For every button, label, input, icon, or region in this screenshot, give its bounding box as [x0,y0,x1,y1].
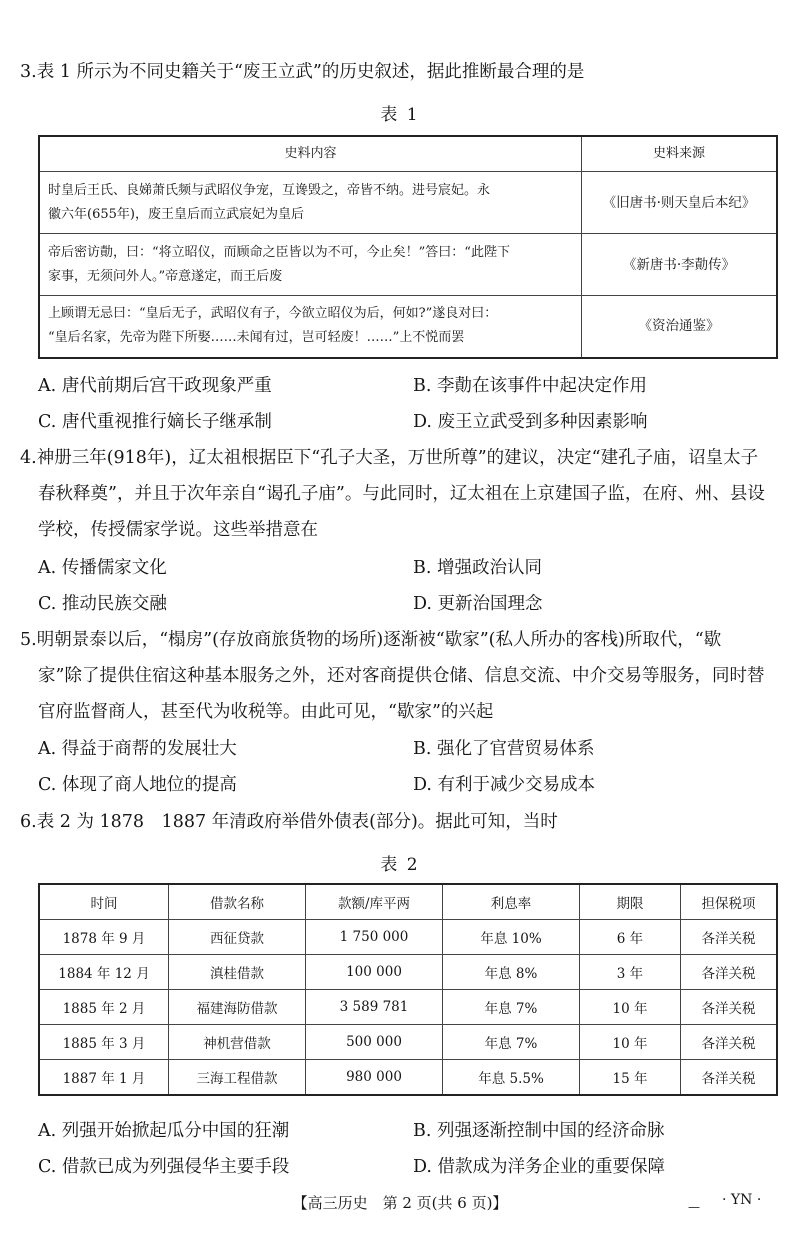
q5-stem-line3: 官府监督商人，甚至代为收税等。由此可见，“歇家”的兴起 [38,702,494,722]
q3-option-d: D. 废王立武受到多种因素影响 [413,412,648,432]
table2-cell: 1884 年 12 月 [39,955,169,990]
table2-header-rate: 利息率 [443,884,580,920]
table2-cell: 各洋关税 [681,990,778,1025]
q5-option-d: D. 有利于减少交易成本 [413,775,596,795]
q5-option-a: A. 得益于商帮的发展壮大 [38,739,237,759]
table2-header-amount: 款额/库平两 [306,884,443,920]
q6-option-a: A. 列强开始掀起瓜分中国的狂潮 [38,1121,290,1141]
table2-cell: 500 000 [306,1025,443,1060]
table2-cell: 各洋关税 [681,1025,778,1060]
table2-header-name: 借款名称 [169,884,306,920]
q6-option-b: B. 列强逐渐控制中国的经济命脉 [413,1121,665,1141]
table2-cell: 1885 年 3 月 [39,1025,169,1060]
table2-cell: 10 年 [580,1025,681,1060]
table2-cell: 6 年 [580,920,681,955]
q3-option-c: C. 唐代重视推行嫡长子继承制 [38,412,272,432]
content-line: “皇后名家，先帝为陛下所娶……未闻有过，岂可轻废！……”上不悦而罢 [48,330,465,346]
table2-cell: 年息 7% [443,1025,580,1060]
table2-cell: 10 年 [580,990,681,1025]
footer-mark: — [688,1200,700,1214]
table1-content-cell [39,234,582,296]
q6-option-d: D. 借款成为洋务企业的重要保障 [413,1157,666,1177]
table1-source-cell: 《资治通鉴》 [582,296,778,358]
q5-stem-line1: 5.明朝景泰以后，“榻房”(存放商旅货物的场所)逐渐被“歇家”(私人所办的客栈)所取代，“歇 [20,630,722,650]
footer-code: · YN · [722,1192,762,1208]
table-row [39,990,777,1025]
table2-cell: 15 年 [580,1060,681,1096]
table2-cell: 各洋关税 [681,955,778,990]
q5-stem-line2: 家”除了提供住宿这种基本服务之外，还对客商提供仓储、信息交流、中介交易等服务，同时替 [38,666,765,686]
table2-cell: 3 589 781 [306,990,443,1025]
q4-option-d: D. 更新治国理念 [413,594,543,614]
q3-option-a: A. 唐代前期后宫干政现象严重 [38,376,272,396]
table2-cell: 神机营借款 [169,1025,306,1060]
q3-stem: 3.表 1 所示为不同史籍关于“废王立武”的历史叙述，据此推断最合理的是 [20,62,585,82]
table2-cell: 年息 10% [443,920,580,955]
table2-cell: 100 000 [306,955,443,990]
table-row [39,172,777,234]
table2-cell: 福建海防借款 [169,990,306,1025]
q3-option-b: B. 李勣在该事件中起决定作用 [413,376,647,396]
q4-option-b: B. 增强政治认同 [413,558,542,578]
table-row [39,296,777,358]
q4-stem-line3: 学校，传授儒家学说。这些举措意在 [38,520,318,540]
content-line: 时皇后王氏、良娣萧氏频与武昭仪争宠，互谗毁之，帝皆不纳。进号宸妃。永 [48,182,491,198]
table-row [39,1025,777,1060]
table2-cell: 1885 年 2 月 [39,990,169,1025]
q5-option-b: B. 强化了官营贸易体系 [413,739,595,759]
content-line: 上顾谓无忌曰：“皇后无子，武昭仪有子，今欲立昭仪为后，何如?”遂良对曰： [48,306,498,322]
table2-cell: 980 000 [306,1060,443,1096]
content-line: 徽六年(655年)，废王皇后而立武宸妃为皇后 [48,206,304,222]
q4-stem-line1: 4.神册三年(918年)，辽太祖根据臣下“孔子大圣，万世所尊”的建议，决定“建孔子庙，诏皇太子 [20,448,759,468]
table1-source-cell: 《新唐书·李勣传》 [582,234,778,296]
table2-cell: 1887 年 1 月 [39,1060,169,1096]
table1-content-cell [39,296,582,358]
table2-caption: 表 2 [380,855,420,875]
table1-source-cell: 《旧唐书·则天皇后本纪》 [582,172,778,234]
table2-cell: 滇桂借款 [169,955,306,990]
table1 [38,135,778,359]
table2 [38,883,778,1096]
table1-caption: 表 1 [380,105,420,125]
table2-cell: 三海工程借款 [169,1060,306,1096]
page-footer: 【高三历史 第 2 页(共 6 页)】 [292,1194,508,1212]
table-row [39,920,777,955]
table-row [39,234,777,296]
table2-cell: 1878 年 9 月 [39,920,169,955]
q5-option-c: C. 体现了商人地位的提高 [38,775,237,795]
table2-header-term: 期限 [580,884,681,920]
table2-cell: 年息 5.5% [443,1060,580,1096]
table2-cell: 各洋关税 [681,1060,778,1096]
table1-header-content: 史料内容 [39,136,582,172]
table2-cell: 西征贷款 [169,920,306,955]
table2-cell: 各洋关税 [681,920,778,955]
table2-cell: 年息 7% [443,990,580,1025]
table1-header-source: 史料来源 [582,136,778,172]
table2-cell: 年息 8% [443,955,580,990]
content-line: 帝后密访勣，曰：“将立昭仪，而顾命之臣皆以为不可，今止矣！”答曰：“此陛下 [48,244,510,260]
q6-stem: 6.表 2 为 1878 1887 年清政府举借外债表(部分)。据此可知，当时 [20,812,558,832]
table2-cell: 3 年 [580,955,681,990]
table2-cell: 1 750 000 [306,920,443,955]
q4-option-c: C. 推动民族交融 [38,594,167,614]
q4-stem-line2: 春秋释奠”，并且于次年亲自“谒孔子庙”。与此同时，辽太祖在上京建国子监，在府、州、县设 [38,484,765,504]
content-line: 家事，无须问外人。”帝意遂定，而王后废 [48,268,283,284]
table2-header-guarantee: 担保税项 [681,884,778,920]
q6-option-c: C. 借款已成为列强侵华主要手段 [38,1157,290,1177]
q4-option-a: A. 传播儒家文化 [38,558,167,578]
table-row [39,955,777,990]
table1-content-cell [39,172,582,234]
table-row [39,1060,777,1096]
table2-header-time: 时间 [39,884,169,920]
